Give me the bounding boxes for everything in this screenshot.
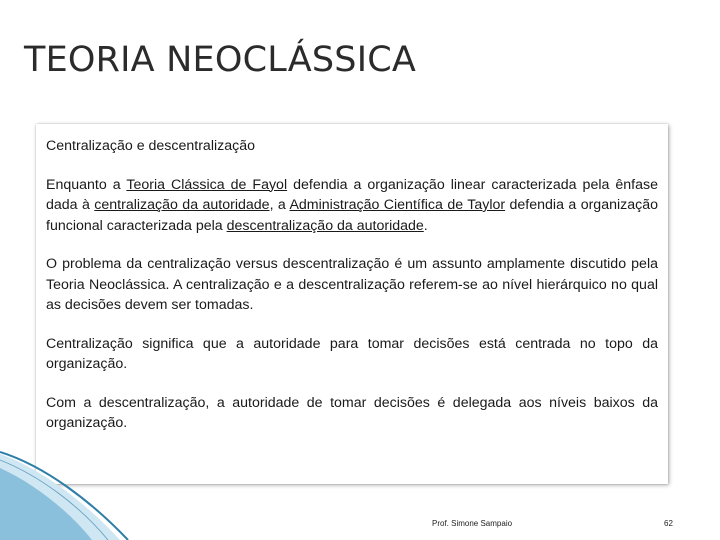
paragraph-3: Centralização significa que a autoridade para tomar decisões está centrada no topo da organização. — [46, 335, 658, 372]
underlined-term-taylor: Administração Científica de Taylor — [289, 197, 506, 213]
paragraph-1-text-4: defendia a organização funcional caracterizada pela — [46, 197, 658, 234]
content-text — [46, 136, 658, 452]
paragraph-1-text-5: . — [423, 217, 428, 234]
footer-author: Prof. Simone Sampaio — [432, 519, 513, 528]
corner-wave-decoration — [0, 440, 150, 540]
paragraph-1-text-2: defendia a organização linear caracterizada pela ênfase dada à — [46, 176, 658, 213]
paragraph-1-text-3: , a — [269, 197, 290, 213]
section-subtitle: Centralização e descentralização — [46, 138, 255, 154]
underlined-term-fayol: Teoria Clássica de Fayol — [126, 176, 288, 193]
slide-title: TEORIA NEOCLÁSSICA — [24, 40, 417, 80]
paragraph-1 — [46, 175, 658, 237]
paragraph-1-text-1: Enquanto a — [46, 176, 127, 193]
paragraph-4: Com a descentralização, a autoridade de tomar decisões é delegada aos níveis baixos da organização. — [46, 394, 658, 431]
page-number: 62 — [664, 519, 673, 528]
paragraph-2: O problema da centralização versus descentralização é um assunto amplamente discutido pela Teoria Neoclássica. A centralização e a descentralização referem-se ao nível hierárquico no qual as decisões devem ser tomadas. — [46, 256, 658, 313]
underlined-term-descentralizacao: descentralização da autoridade — [226, 217, 424, 234]
underlined-term-centralizacao: centralização da autoridade — [94, 197, 270, 213]
